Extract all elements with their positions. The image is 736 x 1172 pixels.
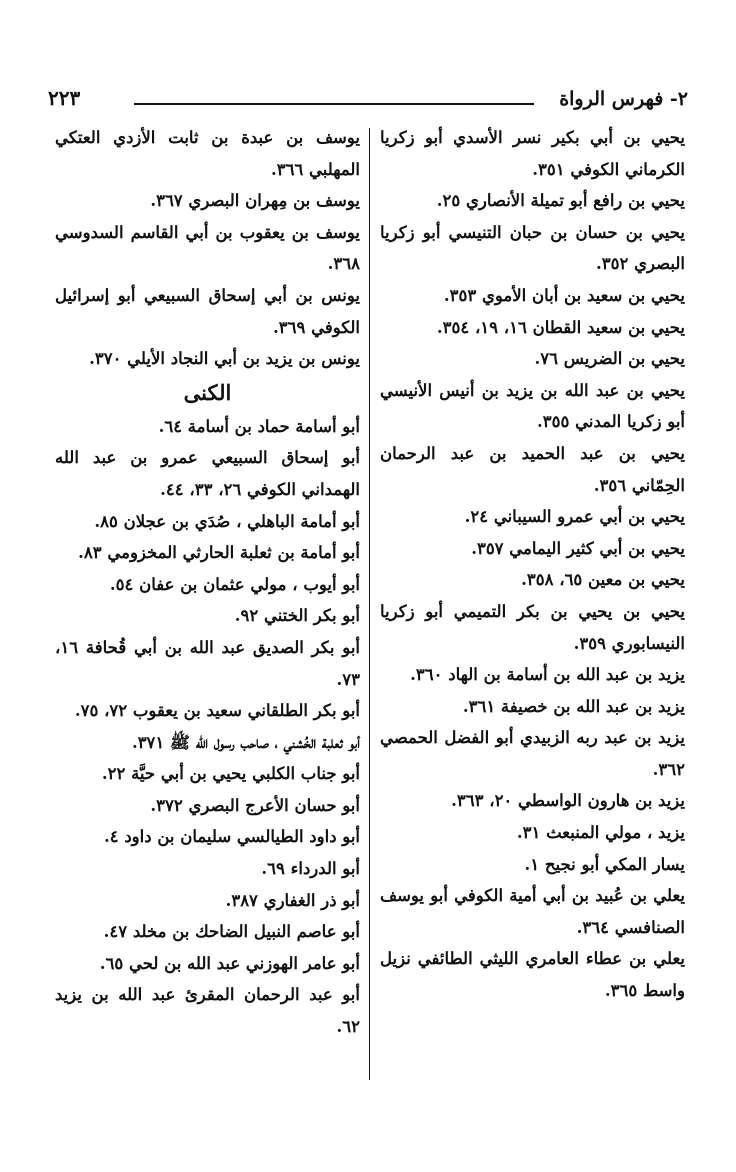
index-entry: يوسف بن يعقوب بن أبي القاسم السدوسي ٣٦٨. bbox=[55, 222, 360, 274]
index-entry: يحيي بن الضريس ٧٦. bbox=[534, 349, 685, 369]
index-entry: يونس بن يزيد بن أبي النجاد الأيلي ٣٧٠. bbox=[89, 349, 360, 369]
index-entry: أبو عامر الهوزني عبد الله بن لحي ٦٥. bbox=[99, 953, 360, 973]
index-entry: أبو إسحاق السبيعي عمرو بن عبد الله الهمداني الكوفي ٢٦، ٣٣، ٤٤. bbox=[55, 448, 360, 499]
index-entry: يحيي بن يحيي بن بكر التميمي أبو زكريا النيسابوري ٣٥٩. bbox=[380, 601, 685, 653]
section-title: ٢- فهرس الرواة bbox=[559, 88, 688, 110]
index-entry: يونس بن أبي إسحاق السبيعي أبو إسرائيل الكوفي ٣٦٩. bbox=[55, 285, 360, 337]
index-entry: أبو بكر الختني ٩٢. bbox=[234, 606, 360, 626]
index-entry: أبو ذر الغفاري ٣٨٧. bbox=[225, 890, 360, 910]
index-entry: أبو داود الطيالسي سليمان بن داود ٤. bbox=[103, 827, 360, 847]
index-entry: يزيد ، مولي المنبعث ٣١. bbox=[516, 823, 685, 843]
index-entry: أبو بكر الطلقاني سعيد بن يعقوب ٧٢، ٧٥. bbox=[74, 701, 360, 721]
index-entry: يزيد بن عبد ربه الزبيدي أبو الفضل الحمصي ٣٦٢. bbox=[380, 728, 685, 779]
index-entry: يحيي بن رافع أبو تميلة الأنصاري ٢٥. bbox=[436, 191, 685, 211]
index-entry: يسار المكي أبو نجيح ١. bbox=[524, 854, 685, 874]
index-entry: يحيي بن معين ٦٥، ٣٥٨. bbox=[521, 570, 685, 590]
index-entry: يوسف بن عبدة بن ثابت الأزدي العتكي المهلبي ٣٦٦. bbox=[55, 128, 360, 179]
index-entry: أبو عاصم النبيل الضاحك بن مخلد ٤٧. bbox=[103, 922, 360, 942]
index-entry: يحيي بن عبد الله بن يزيد بن أنيس الأنيسي أبو زكريا المدني ٣٥٥. bbox=[380, 380, 685, 432]
index-entry: يحيي بن سعيد القطان ١٦، ١٩، ٣٥٤. bbox=[436, 317, 685, 337]
index-entry: أبو ثعلبة الخُشني ، صاحب رسول الله ﷺ ٣٧١. bbox=[131, 732, 360, 752]
index-entry: يعلي بن عطاء العامري الليثي الطائفي نزيل واسط ٣٦٥. bbox=[380, 949, 685, 1001]
index-entry: يزيد بن هارون الواسطي ٢٠، ٣٦٣. bbox=[451, 791, 685, 811]
index-entry: يزيد بن عبد الله بن خصيفة ٣٦١. bbox=[462, 696, 685, 716]
right-column bbox=[380, 122, 685, 1007]
index-entry: يحيي بن أبي عمرو السيباني ٢٤. bbox=[464, 507, 685, 527]
index-entry: أبو أمامة بن ثعلبة الحارثي المخزومي ٨٣. bbox=[78, 543, 360, 563]
index-entry: أبو الدرداء ٦٩. bbox=[261, 859, 360, 879]
running-header bbox=[48, 84, 688, 116]
index-entry: يحيي بن أبي بكير نسر الأسدي أبو زكريا الكرماني الكوفي ٣٥١. bbox=[380, 128, 685, 179]
index-entry: أبو أسامة حماد بن أسامة ٦٤. bbox=[158, 416, 360, 436]
index-entry: يزيد بن عبد الله بن أسامة بن الهاد ٣٦٠. bbox=[410, 665, 685, 685]
left-entries-after bbox=[55, 411, 360, 1043]
index-entry: يحيي بن أبي كثير اليمامي ٣٥٧. bbox=[471, 538, 685, 558]
left-column bbox=[55, 122, 360, 1043]
header-rule bbox=[134, 103, 534, 105]
index-entry: يحيي بن حسان بن حبان التنيسي أبو زكريا البصري ٣٥٢. bbox=[380, 222, 685, 274]
index-entry: أبو بكر الصديق عبد الله بن أبي قُحافة ١٦، ٧٣. bbox=[55, 637, 360, 689]
section-heading-kuna: الكنى bbox=[183, 379, 232, 405]
index-entry: أبو حسان الأعرج البصري ٣٧٢. bbox=[150, 795, 360, 815]
page-number: ٢٢٣ bbox=[48, 86, 81, 110]
index-entry: أبو أمامة الباهلي ، صُدَي بن عجلان ٨٥. bbox=[94, 511, 360, 531]
index-entry: يحيي بن عبد الحميد بن عبد الرحمان الحِمّاني ٣٥٦. bbox=[380, 443, 685, 495]
index-entry: أبو أيوب ، مولي عثمان بن عفان ٥٤. bbox=[109, 574, 360, 594]
index-entry: يعلي بن عُبيد بن أبي أمية الكوفي أبو يوسف الصنافسي ٣٦٤. bbox=[380, 886, 685, 937]
column-divider bbox=[369, 128, 370, 1080]
index-entry: أبو جناب الكلبي يحيي بن أبي حيَّة ٢٢. bbox=[101, 764, 360, 784]
left-entries-before bbox=[55, 122, 360, 375]
index-entry: يحيي بن سعيد بن أبان الأموي ٣٥٣. bbox=[443, 285, 685, 305]
index-entry: يوسف بن مِهران البصري ٣٦٧. bbox=[150, 191, 360, 211]
index-entry: أبو عبد الرحمان المقرئ عبد الله بن يزيد ٦٢. bbox=[55, 985, 360, 1037]
